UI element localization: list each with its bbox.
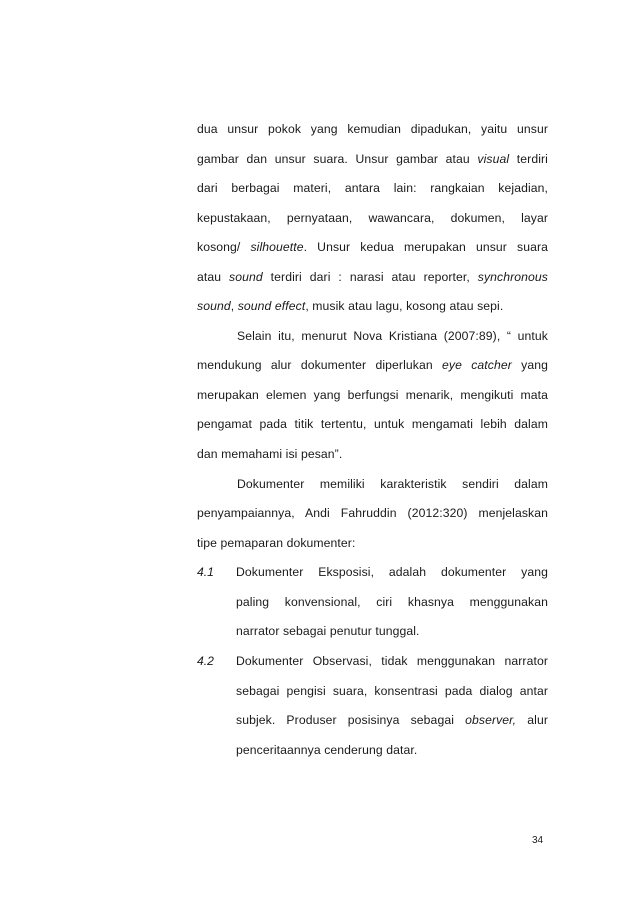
paragraph-3-line-3: tipe pemaparan dokumenter:	[197, 536, 356, 550]
list-item-2-line-1: Dokumenter Observasi, tidak menggunakan narrator	[236, 654, 548, 668]
paragraph-3-line-1: Dokumenter memiliki karakteristik sendiri dalam	[237, 477, 548, 491]
paragraph-3-line-2: penyampaiannya, Andi Fahruddin (2012:320) menjelaskan	[197, 506, 548, 520]
list-item-1-line-3: narrator sebagai penutur tunggal.	[236, 624, 420, 638]
list-item-2-line-3: subjek. Produser posisinya sebagai observer, alur	[236, 713, 548, 727]
list-item-1-line-1: Dokumenter Eksposisi, adalah dokumenter yang	[236, 565, 548, 579]
list-item-2-number: 4.2	[197, 654, 214, 668]
page-number: 34	[532, 835, 544, 846]
list-item-2-line-4: penceritaannya cenderung datar.	[236, 743, 418, 757]
list-item-2-line-2: sebagai pengisi suara, konsentrasi pada dialog antar	[236, 684, 548, 698]
paragraph-1-line-1: dua unsur pokok yang kemudian dipadukan, yaitu unsur	[197, 122, 548, 136]
paragraph-2-line-4: pengamat pada titik tertentu, untuk mengamati lebih dalam	[197, 417, 548, 431]
paragraph-2-line-5: dan memahami isi pesan”.	[197, 447, 343, 461]
paragraph-1-line-6: atau sound terdiri dari : narasi atau reporter, synchronous	[197, 270, 548, 284]
paragraph-1-line-3: dari berbagai materi, antara lain: rangkaian kejadian,	[197, 181, 548, 195]
paragraph-1-line-4: kepustakaan, pernyataan, wawancara, dokumen, layar	[197, 211, 548, 225]
paragraph-1-line-7: sound, sound effect, musik atau lagu, kosong atau sepi.	[197, 299, 504, 313]
paragraph-1-line-5: kosong/ silhouette. Unsur kedua merupakan unsur suara	[197, 240, 548, 254]
paragraph-2-line-3: merupakan elemen yang berfungsi menarik, mengikuti mata	[197, 388, 548, 402]
list-item-1-number: 4.1	[197, 565, 214, 579]
paragraph-2-line-2: mendukung alur dokumenter diperlukan eye catcher yang	[197, 358, 548, 372]
paragraph-2-line-1: Selain itu, menurut Nova Kristiana (2007:89), “ untuk	[237, 329, 548, 343]
list-item-1-line-2: paling konvensional, ciri khasnya menggunakan	[236, 595, 548, 609]
paragraph-1-line-2: gambar dan unsur suara. Unsur gambar atau visual terdiri	[197, 152, 548, 166]
